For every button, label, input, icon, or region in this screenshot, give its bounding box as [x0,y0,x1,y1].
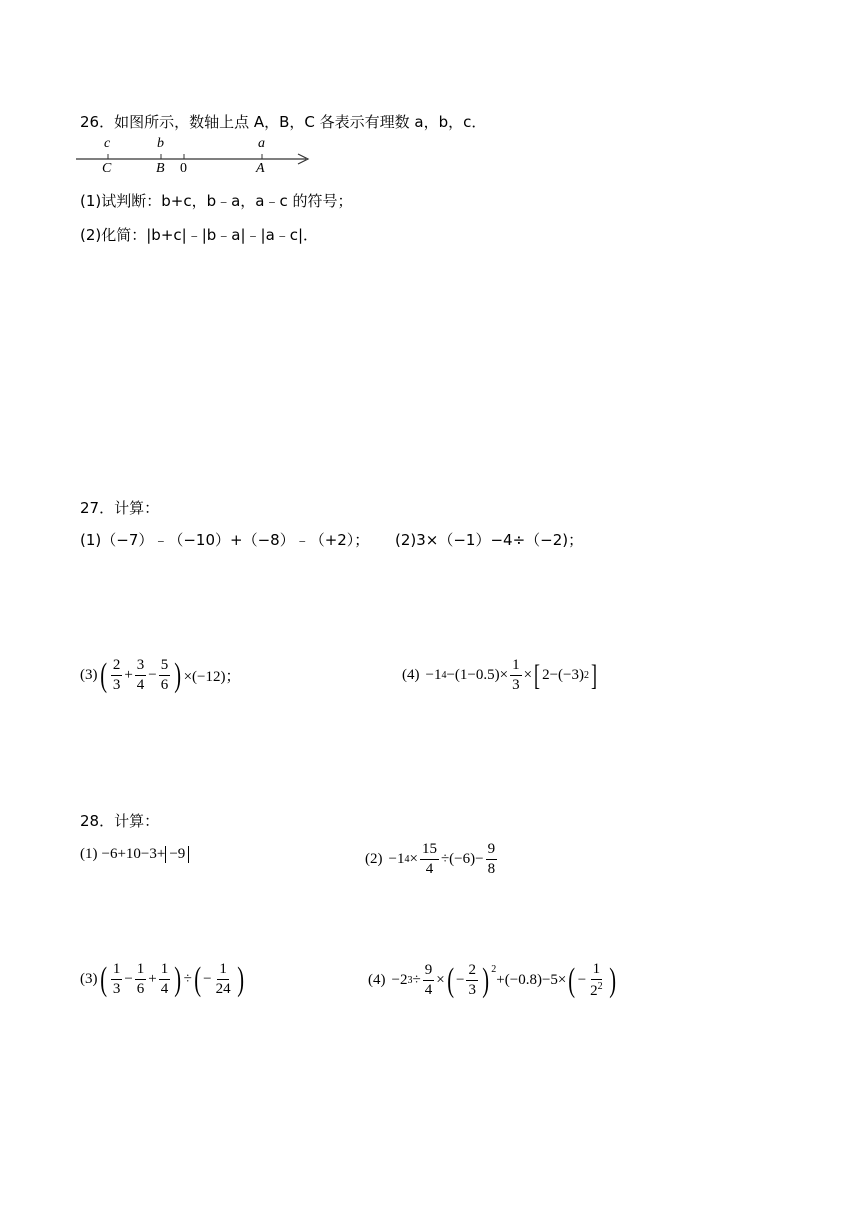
denominator: 3 [112,981,121,997]
expr-term: × [409,851,418,867]
numerator: 2 [466,963,478,981]
q28-p3-label: (3) [80,971,98,987]
numerator: 1 [111,962,123,980]
fraction [214,962,233,997]
denominator: 6 [160,677,169,693]
open-paren: ( [99,656,107,694]
denominator: 4 [136,677,145,693]
numerator: 3 [135,658,147,676]
numerator: 1 [159,962,171,980]
q28-part1 [80,846,189,863]
numerator: 1 [510,658,522,676]
denominator: 6 [136,981,145,997]
expr-term: +(−0.8)−5× [496,972,567,988]
fraction [486,842,498,877]
label-b-top: b [157,136,164,151]
q27-p3-label: (3) [80,667,98,683]
label-c-top: c [104,136,111,151]
q27-title: 27．计算： [80,499,160,517]
denominator: 4 [160,981,169,997]
denominator: 24 [215,981,231,997]
expr-term: ÷ [412,972,421,988]
expr-term: × [523,667,533,683]
numerator: 15 [420,842,439,860]
q28-part3: (3) ( $\frac{1}{3}$ − $\frac{1}{6}$ + $\frac{1}{4}$ ) ÷ ( − $\frac{1}{24}$ ) [80,960,244,998]
open-bracket: [ [534,658,541,692]
numerator: 1 [135,962,147,980]
q26-part2: (2)化简：|b+c|﹣|b﹣a|﹣|a﹣c|． [80,226,319,244]
denominator-base: 2 [590,983,598,999]
expr-term: ÷ [183,971,192,987]
exponent: 2 [597,981,603,992]
exponent: 4 [441,670,447,681]
exponent: 4 [404,854,410,865]
q28-part4: (4) −2 3 ÷ $\frac{9}{4}$ × ( − $\frac{2}{3}$ ) $^2$ +(−0.8)−5× ( − $\frac{1}{2^2}$ ) [368,961,616,999]
denominator: 4 [425,861,434,877]
denominator: 4 [424,982,433,998]
close-paren: ) [482,961,490,999]
q28-p4-label: (4) [368,972,386,988]
fraction [159,962,171,997]
close-bracket: ] [590,658,597,692]
open-paren: ( [194,960,201,998]
q28-p2-label: (2) [365,851,383,867]
numerator: 9 [486,842,498,860]
label-zero: 0 [180,161,187,176]
close-paren: ) [174,656,182,694]
close-paren: ) [174,960,182,998]
open-paren: ( [99,960,107,998]
denominator: 3 [468,982,476,998]
q28-p1-label: (1) [80,846,98,862]
expr-term: −(1−0.5)× [446,667,509,683]
q27-part1: (1)（−7）﹣（−10）+（−8）﹣（+2）； [80,531,370,549]
label-A-bottom: A [256,161,265,176]
numerator: 2 [111,658,123,676]
label-B-bottom: B [156,161,165,176]
fraction [159,658,171,693]
exponent: 2 [491,964,497,975]
denominator [588,980,605,999]
expr-term: −6+10−3+ [101,846,166,862]
fraction [111,962,123,997]
numerator: 5 [159,658,171,676]
expr-term: −1 [425,667,442,683]
label-a-top: a [258,136,265,151]
label-C-bottom: C [102,161,112,176]
denominator: 3 [512,677,520,693]
fraction [135,962,147,997]
q27-p3-tail: ×(−12)； [183,669,241,685]
q28-part2 [365,842,499,877]
expr-term: ÷(−6)− [440,851,484,867]
fraction [420,842,439,877]
fraction [111,658,123,693]
q27-p4-label: (4) [402,667,420,683]
absolute-value: −9 [165,846,189,863]
numerator: 9 [423,963,435,981]
close-paren: ) [236,960,244,998]
fraction [466,963,478,998]
q26-part1: (1)试判断：b+c，b﹣a，a﹣c 的符号； [80,192,353,210]
fraction [588,962,605,999]
open-paren: ( [446,961,454,999]
expr-term: −1 [388,851,405,867]
q27-part3: (3) ( $\frac{2}{3}$ + $\frac{3}{4}$ − $\frac{5}{6}$ ) ×(−12)； [80,656,241,694]
q26-title: 26．如图所示，数轴上点 A，B，C 各表示有理数 a，b，c． [80,113,487,131]
close-paren: ) [608,961,616,999]
open-paren: ( [568,961,576,999]
fraction [135,658,147,693]
numerator: 1 [591,962,603,980]
numerator: 1 [217,962,229,980]
expr-term: 2−(−3) [542,667,584,683]
denominator: 8 [487,861,496,877]
expr-term: × [436,972,445,988]
q27-part2: (2)3×（−1）−4÷（−2)； [395,531,584,549]
fraction [510,658,522,693]
q27-part4 [402,658,599,693]
q28-title: 28．计算： [80,812,160,830]
fraction [423,963,435,998]
exponent: 3 [407,975,413,986]
expr-term: −2 [391,972,408,988]
exponent: 2 [583,670,589,681]
denominator: 3 [112,677,121,693]
